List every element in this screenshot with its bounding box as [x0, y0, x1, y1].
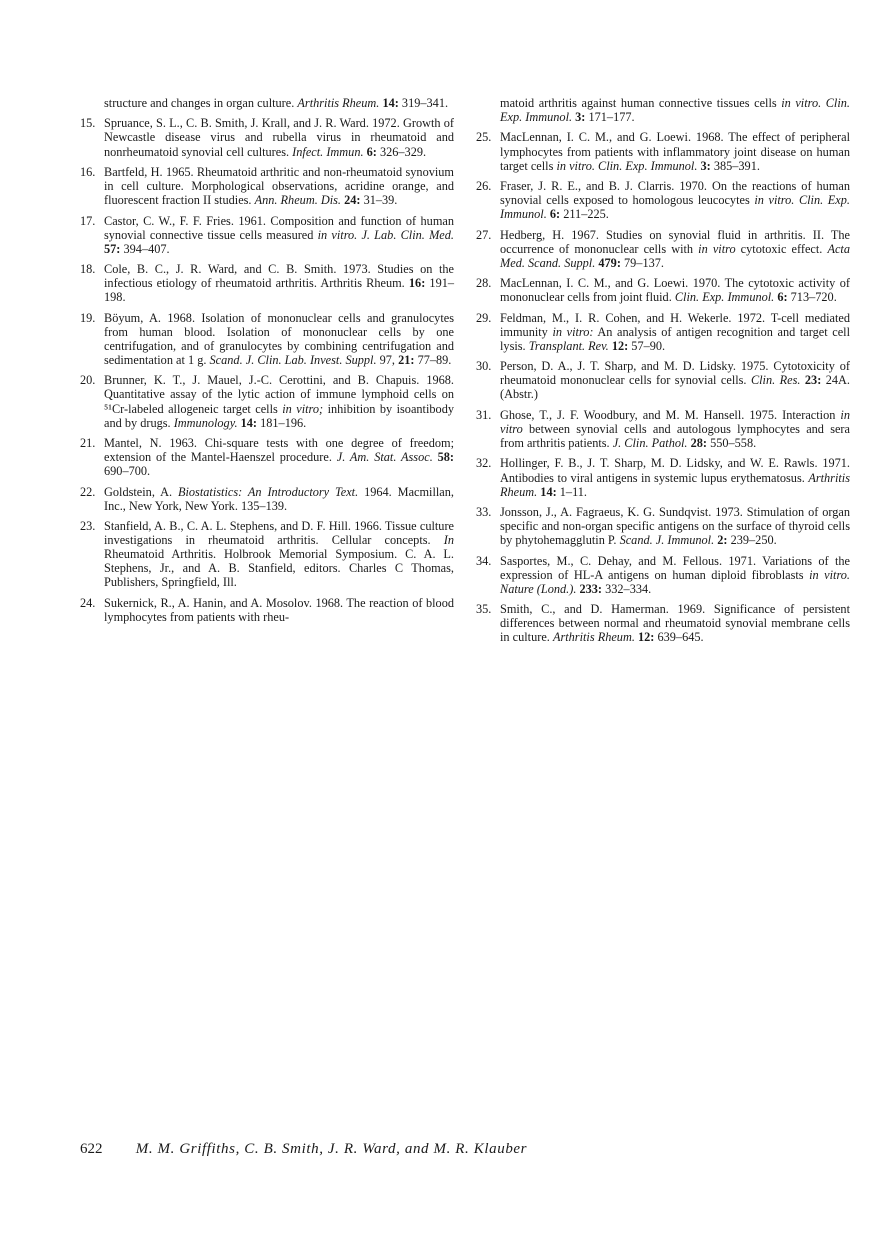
reference-continuation	[80, 96, 454, 110]
reference-segment: In	[443, 533, 454, 548]
reference-segment: Fraser, J. R. E., and B. J. Clarris. 1970. On the reactions of human synovial cells exposed to homologous leucocytes	[500, 179, 850, 208]
reference-segment: 3:	[572, 110, 589, 125]
reference-segment: in vitro. J. Lab. Clin. Med.	[317, 227, 454, 242]
reference-segment: Sasportes, M., C. Dehay, and M. Fellous. 1971. Variations of the expression of HL-A antigens on human diploid fibroblasts	[500, 553, 850, 582]
reference-segment: Ann. Rheum. Dis.	[254, 193, 342, 208]
reference-number: 24.	[80, 595, 96, 610]
reference-segment: in vitro	[500, 407, 850, 436]
reference-segment: Scand. J. Immunol.	[619, 533, 715, 548]
reference-number: 34.	[476, 553, 492, 568]
reference-text	[104, 436, 454, 478]
reference-segment: Goldstein, A.	[104, 484, 178, 499]
reference-segment: Arthritis Rheum.	[552, 630, 635, 645]
reference-segment: Hollinger, F. B., J. T. Sharp, M. D. Lidsky, and W. E. Rawls. 1971. Antibodies to viral antigens in systemic lupus erythematosus.	[500, 456, 850, 485]
reference-item	[80, 519, 454, 589]
reference-segment: 23:	[800, 373, 826, 388]
reference-segment: 97,	[376, 352, 399, 367]
reference-segment: in vitro. Clin. Exp. Immunol.	[500, 96, 850, 125]
reference-segment: J. Am. Stat. Assoc.	[336, 450, 433, 465]
reference-text	[500, 359, 850, 401]
reference-segment: matoid arthritis against human connective tissues cells	[500, 96, 782, 110]
reference-item	[80, 436, 454, 478]
reference-text	[104, 96, 454, 110]
reference-segment: 14:	[379, 96, 402, 110]
reference-segment: Castor, C. W., F. F. Fries. 1961. Composition and function of human synovial connective tissue cells measured	[104, 213, 454, 242]
reference-segment: Spruance, S. L., C. B. Smith, J. Krall, and J. R. Ward. 1972. Growth of Newcastle disease virus and rubella virus in rheumatoid and nonrheumatoid synovial cell cultures.	[104, 116, 454, 159]
reference-text	[500, 228, 850, 270]
reference-segment: MacLennan, I. C. M., and G. Loewi. 1968. The effect of peripheral lymphocytes from patients with inflammatory joint disease on human target cells	[500, 130, 850, 173]
reference-text	[104, 165, 454, 207]
reference-segment: structure and changes in organ culture.	[104, 96, 298, 110]
reference-item	[476, 276, 850, 304]
reference-segment: 239–250.	[730, 533, 777, 548]
reference-segment: Cole, B. C., J. R. Ward, and C. B. Smith. 1973. Studies on the infectious etiology of rheumatoid arthritis. Arthritis Rheum.	[104, 262, 454, 291]
reference-number: 21.	[80, 436, 96, 451]
page-number: 622	[80, 1141, 103, 1157]
reference-text	[104, 519, 454, 589]
reference-number: 35.	[476, 602, 492, 617]
reference-text	[500, 130, 850, 172]
reference-segment: Clin. Exp. Immunol.	[674, 290, 775, 305]
reference-item	[80, 116, 454, 158]
reference-segment: 171–177.	[588, 110, 635, 125]
reference-segment: 326–329.	[379, 144, 427, 159]
reference-segment: in vitro;	[282, 401, 324, 416]
reference-segment: Bartfeld, H. 1965. Rheumatoid arthritic and non-rheumatoid synovium in cell culture. Morphological observations, acridine orange, and fluorescent fraction II studies.	[104, 164, 454, 208]
reference-number: 23.	[80, 519, 96, 534]
reference-text	[104, 262, 454, 304]
reference-item	[80, 214, 454, 256]
reference-segment: 3:	[697, 158, 714, 173]
reference-segment: Immunology.	[173, 415, 238, 430]
reference-segment: MacLennan, I. C. M., and G. Loewi. 1970. The cytotoxic activity of mononuclear cells from joint fluid.	[500, 276, 850, 305]
reference-number: 31.	[476, 407, 492, 422]
reference-item	[476, 408, 850, 450]
reference-item	[80, 596, 454, 624]
reference-text	[104, 214, 454, 256]
reference-number: 20.	[80, 373, 96, 388]
reference-segment: Arthritis Rheum.	[500, 470, 850, 499]
reference-segment: in vitro	[698, 241, 736, 256]
reference-segment: Smith, C., and D. Hamerman. 1969. Significance of persistent differences between normal and rheumatoid synovial membrane cells in culture.	[500, 602, 850, 645]
reference-segment: 233:	[576, 581, 606, 596]
reference-segment: Infect. Immun.	[292, 144, 364, 159]
reference-segment: Ghose, T., J. F. Woodbury, and M. M. Hansell. 1975. Interaction	[500, 407, 841, 422]
reference-segment: 181–196.	[260, 415, 307, 430]
reference-text	[104, 485, 454, 513]
reference-segment: 639–645.	[657, 630, 704, 645]
reference-segment: in vitro. Nature (Lond.).	[500, 567, 850, 596]
reference-segment: 28:	[687, 436, 711, 451]
reference-segment: between synovial cells and autologous lymphocytes and sera from arthritis patients.	[500, 421, 850, 451]
reference-segment: 6:	[546, 207, 564, 222]
reference-segment: cytotoxic effect.	[735, 241, 828, 256]
reference-segment: 58:	[432, 450, 455, 465]
reference-segment: 211–225.	[563, 207, 609, 222]
reference-number: 33.	[476, 505, 492, 520]
reference-text	[500, 276, 850, 304]
reference-segment: Arthritis Rheum.	[297, 96, 380, 110]
reference-item	[476, 505, 850, 547]
reference-item	[476, 359, 850, 401]
reference-number: 29.	[476, 310, 492, 325]
page-footer	[80, 1140, 780, 1158]
reference-item	[476, 311, 850, 353]
reference-segment: 16:	[408, 276, 430, 291]
reference-segment: Feldman, M., I. R. Cohen, and H. Wekerle. 1972. T-cell mediated immunity	[500, 310, 850, 339]
reference-text	[500, 602, 850, 644]
reference-item	[476, 228, 850, 270]
reference-segment: Jonsson, J., A. Fagraeus, K. G. Sundqvist. 1973. Stimulation of organ specific and non-organ specific antigens on the surface of thyroid cells by phytohemagglutin P.	[500, 505, 850, 548]
reference-number: 30.	[476, 359, 492, 374]
reference-item	[476, 179, 850, 221]
reference-segment: in vitro:	[552, 324, 594, 339]
reference-text	[500, 96, 850, 124]
reference-segment: 2:	[714, 533, 731, 548]
reference-segment: 479:	[595, 255, 624, 270]
reference-segment: 14:	[537, 484, 560, 499]
reference-segment: 6:	[774, 290, 791, 305]
reference-segment: 12:	[634, 630, 658, 645]
reference-segment: in vitro. Clin. Exp. Immunol.	[556, 158, 698, 173]
reference-item	[476, 130, 850, 172]
reference-text	[500, 456, 850, 498]
reference-segment: An analysis of antigen recognition and target cell lysis.	[500, 324, 850, 353]
reference-number: 19.	[80, 310, 96, 325]
reference-segment: 1964. Macmillan, Inc., New York, New York. 135–139.	[104, 484, 454, 513]
reference-segment: 713–720.	[790, 290, 837, 305]
reference-segment: J. Clin. Pathol.	[612, 436, 688, 451]
reference-segment: Rheumatoid Arthritis. Holbrook Memorial Symposium. C. A. L. Stephens, Jr., and A. B. Stanfield, editors. Charles C Thomas, Publishers, Springfield, Ill.	[104, 547, 454, 590]
reference-segment: inhibition by isoantibody and by drugs.	[104, 401, 454, 430]
reference-text	[104, 311, 454, 367]
reference-text	[500, 505, 850, 547]
reference-segment: Clin. Res.	[750, 373, 801, 388]
reference-number: 22.	[80, 484, 96, 499]
reference-text	[104, 116, 454, 158]
reference-segment: Transplant. Rev.	[528, 338, 609, 353]
reference-segment: Hedberg, H. 1967. Studies on synovial fluid in arthritis. II. The occurrence of mononuclear cells with	[500, 227, 850, 256]
reference-segment: Scand. J. Clin. Lab. Invest. Suppl.	[209, 352, 377, 367]
reference-item	[80, 165, 454, 207]
reference-text	[104, 373, 454, 429]
reference-segment: 21:	[398, 352, 418, 367]
reference-segment: Sukernick, R., A. Hanin, and A. Mosolov. 1968. The reaction of blood lymphocytes from patients with rheu-	[104, 595, 454, 624]
reference-column-left	[80, 96, 454, 630]
reference-column-right	[476, 96, 850, 651]
reference-segment: 690–700.	[104, 464, 151, 479]
reference-segment: in vitro. Clin. Exp. Immunol.	[500, 193, 850, 222]
reference-text	[104, 596, 454, 624]
reference-item	[476, 554, 850, 596]
reference-segment: Biostatistics: An Introductory Text.	[177, 484, 359, 499]
reference-segment: 31–39.	[363, 193, 398, 208]
reference-segment: Acta Med. Scand. Suppl.	[500, 241, 850, 270]
reference-segment: 332–334.	[605, 581, 652, 596]
reference-number: 15.	[80, 116, 96, 131]
reference-text	[500, 179, 850, 221]
reference-segment: 24A. (Abstr.)	[500, 373, 850, 402]
reference-segment: Böyum, A. 1968. Isolation of mononuclear cells and granulocytes from human blood. Isolation of mononuclear cells by one centrifugation, and of granulocytes by combining centrifugation and sedimentation at 1 g.	[104, 310, 454, 367]
reference-segment: 550–558.	[710, 436, 757, 451]
reference-text	[500, 554, 850, 596]
reference-segment: 12:	[608, 338, 632, 353]
reference-item	[476, 602, 850, 644]
reference-segment: 79–137.	[624, 255, 664, 270]
reference-number: 26.	[476, 179, 492, 194]
reference-segment: 77–89.	[417, 352, 452, 367]
reference-number: 27.	[476, 227, 492, 242]
reference-item	[80, 485, 454, 513]
reference-text	[500, 408, 850, 450]
reference-segment: Person, D. A., J. T. Sharp, and M. D. Lidsky. 1975. Cytotoxicity of rheumatoid mononuclear cells for synovial cells.	[500, 359, 850, 388]
reference-continuation	[476, 96, 850, 124]
reference-item	[476, 456, 850, 498]
reference-number: 25.	[476, 130, 492, 145]
reference-segment: Stanfield, A. B., C. A. L. Stephens, and D. F. Hill. 1966. Tissue culture investigations in rheumatoid arthritis. Cellular concepts.	[104, 519, 454, 548]
reference-number: 32.	[476, 456, 492, 471]
reference-segment: 385–391.	[713, 158, 760, 173]
reference-item	[80, 311, 454, 367]
reference-segment: 1–11.	[559, 484, 587, 499]
reference-segment: 191–198.	[104, 276, 455, 305]
reference-segment: 319–341.	[401, 96, 449, 110]
reference-item	[80, 373, 454, 429]
reference-segment: 394–407.	[123, 241, 170, 256]
reference-text	[500, 311, 850, 353]
reference-segment: Mantel, N. 1963. Chi-square tests with one degree of freedom; extension of the Mantel-Haenszel procedure.	[104, 436, 454, 465]
reference-segment: 14:	[237, 415, 261, 430]
reference-number: 16.	[80, 164, 96, 179]
reference-segment: 6:	[363, 144, 380, 159]
reference-segment: Brunner, K. T., J. Mauel, J.-C. Cerottini, and B. Chapuis. 1968. Quantitative assay of the lytic action of immune lymphoid cells on ⁵¹Cr-labeled allogeneic target cells	[104, 373, 454, 416]
reference-item	[80, 262, 454, 304]
reference-number: 17.	[80, 213, 96, 228]
running-author-line: M. M. Griffiths, C. B. Smith, J. R. Ward, and M. R. Klauber	[135, 1141, 528, 1157]
reference-number: 18.	[80, 262, 96, 277]
reference-segment: 24:	[341, 193, 364, 208]
reference-number: 28.	[476, 276, 492, 291]
reference-segment: 57–90.	[631, 338, 666, 353]
reference-segment: 57:	[104, 241, 124, 256]
